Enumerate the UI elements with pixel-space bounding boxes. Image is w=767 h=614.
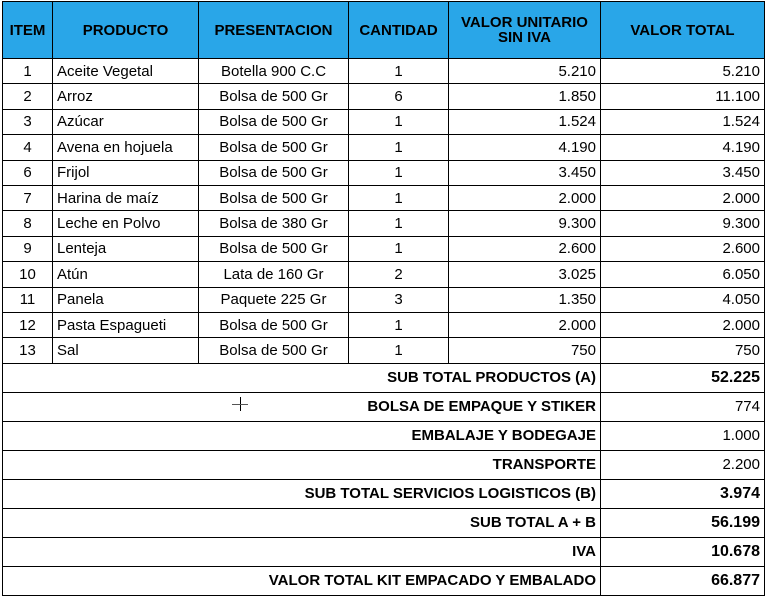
unit-price-cell: 750: [449, 338, 601, 363]
unit-price-cell: 1.850: [449, 84, 601, 109]
quantity-cell: 1: [349, 135, 449, 160]
total-price-cell: 1.524: [601, 109, 765, 134]
unit-price-cell: 2.000: [449, 312, 601, 337]
totals-row: [3, 508, 765, 537]
presentation-cell: Bolsa de 500 Gr: [199, 109, 349, 134]
product-cell: Panela: [53, 287, 199, 312]
unit-price-cell: 1.350: [449, 287, 601, 312]
item-number-cell: 4: [3, 135, 53, 160]
totals-row: [3, 421, 765, 450]
total-price-cell: 6.050: [601, 262, 765, 287]
totals-row: [3, 566, 765, 595]
totals-row: [3, 450, 765, 479]
product-cell: Leche en Polvo: [53, 211, 199, 236]
table-row: [3, 312, 765, 337]
totals-label: VALOR TOTAL KIT EMPACADO Y EMBALADO: [3, 566, 601, 595]
presentation-cell: Bolsa de 500 Gr: [199, 185, 349, 210]
product-cell: Sal: [53, 338, 199, 363]
item-number-cell: 6: [3, 160, 53, 185]
quantity-cell: 1: [349, 185, 449, 210]
item-number-cell: 8: [3, 211, 53, 236]
item-number-cell: 9: [3, 236, 53, 261]
total-price-cell: 5.210: [601, 59, 765, 84]
quantity-cell: 2: [349, 262, 449, 287]
items-body: [3, 59, 765, 364]
total-price-cell: 4.190: [601, 135, 765, 160]
quantity-cell: 1: [349, 338, 449, 363]
totals-value: 774: [601, 392, 765, 421]
presentation-cell: Botella 900 C.C: [199, 59, 349, 84]
product-cell: Harina de maíz: [53, 185, 199, 210]
unit-price-cell: 3.025: [449, 262, 601, 287]
totals-row: [3, 392, 765, 421]
total-price-cell: 750: [601, 338, 765, 363]
quantity-cell: 3: [349, 287, 449, 312]
quantity-cell: 1: [349, 160, 449, 185]
presentation-cell: Paquete 225 Gr: [199, 287, 349, 312]
header-producto: PRODUCTO: [53, 2, 199, 59]
price-table: [2, 1, 765, 596]
presentation-cell: Bolsa de 500 Gr: [199, 135, 349, 160]
table-row: [3, 135, 765, 160]
totals-label: SUB TOTAL PRODUCTOS (A): [3, 363, 601, 392]
totals-label: BOLSA DE EMPAQUE Y STIKER: [3, 392, 601, 421]
table-row: [3, 84, 765, 109]
product-cell: Azúcar: [53, 109, 199, 134]
table-row: [3, 109, 765, 134]
total-price-cell: 9.300: [601, 211, 765, 236]
total-price-cell: 3.450: [601, 160, 765, 185]
presentation-cell: Bolsa de 500 Gr: [199, 236, 349, 261]
totals-row: [3, 479, 765, 508]
header-presentacion: PRESENTACION: [199, 2, 349, 59]
totals-body: [3, 363, 765, 595]
totals-value: 66.877: [601, 566, 765, 595]
presentation-cell: Bolsa de 500 Gr: [199, 312, 349, 337]
table-row: [3, 262, 765, 287]
total-price-cell: 2.000: [601, 185, 765, 210]
quantity-cell: 1: [349, 109, 449, 134]
table-row: [3, 160, 765, 185]
header-row: [3, 2, 765, 59]
quantity-cell: 1: [349, 236, 449, 261]
totals-value: 2.200: [601, 450, 765, 479]
product-cell: Pasta Espagueti: [53, 312, 199, 337]
quantity-cell: 1: [349, 211, 449, 236]
unit-price-cell: 4.190: [449, 135, 601, 160]
unit-price-cell: 3.450: [449, 160, 601, 185]
total-price-cell: 2.600: [601, 236, 765, 261]
table-row: [3, 287, 765, 312]
product-cell: Atún: [53, 262, 199, 287]
total-price-cell: 11.100: [601, 84, 765, 109]
unit-price-cell: 2.600: [449, 236, 601, 261]
totals-value: 56.199: [601, 508, 765, 537]
totals-label: SUB TOTAL A + B: [3, 508, 601, 537]
presentation-cell: Bolsa de 500 Gr: [199, 160, 349, 185]
total-price-cell: 2.000: [601, 312, 765, 337]
presentation-cell: Bolsa de 380 Gr: [199, 211, 349, 236]
totals-value: 52.225: [601, 363, 765, 392]
table-row: [3, 59, 765, 84]
item-number-cell: 11: [3, 287, 53, 312]
product-cell: Arroz: [53, 84, 199, 109]
totals-row: [3, 537, 765, 566]
product-cell: Avena en hojuela: [53, 135, 199, 160]
totals-value: 10.678: [601, 537, 765, 566]
unit-price-cell: 1.524: [449, 109, 601, 134]
header-cantidad: CANTIDAD: [349, 2, 449, 59]
quantity-cell: 1: [349, 59, 449, 84]
header-item: ITEM: [3, 2, 53, 59]
header-valor-total: VALOR TOTAL: [601, 2, 765, 59]
unit-price-cell: 9.300: [449, 211, 601, 236]
totals-label: TRANSPORTE: [3, 450, 601, 479]
table-row: [3, 211, 765, 236]
presentation-cell: Bolsa de 500 Gr: [199, 84, 349, 109]
total-price-cell: 4.050: [601, 287, 765, 312]
presentation-cell: Bolsa de 500 Gr: [199, 338, 349, 363]
product-cell: Aceite Vegetal: [53, 59, 199, 84]
item-number-cell: 13: [3, 338, 53, 363]
totals-value: 3.974: [601, 479, 765, 508]
totals-row: [3, 363, 765, 392]
unit-price-cell: 5.210: [449, 59, 601, 84]
product-cell: Frijol: [53, 160, 199, 185]
presentation-cell: Lata de 160 Gr: [199, 262, 349, 287]
cursor-underline: [232, 404, 248, 405]
item-number-cell: 3: [3, 109, 53, 134]
product-cell: Lenteja: [53, 236, 199, 261]
item-number-cell: 10: [3, 262, 53, 287]
item-number-cell: 7: [3, 185, 53, 210]
unit-price-cell: 2.000: [449, 185, 601, 210]
item-number-cell: 12: [3, 312, 53, 337]
totals-label: EMBALAJE Y BODEGAJE: [3, 421, 601, 450]
item-number-cell: 2: [3, 84, 53, 109]
header-valor-unitario: VALOR UNITARIO SIN IVA: [449, 2, 601, 59]
table-row: [3, 236, 765, 261]
quantity-cell: 1: [349, 312, 449, 337]
table-row: [3, 185, 765, 210]
item-number-cell: 1: [3, 59, 53, 84]
totals-label: IVA: [3, 537, 601, 566]
quantity-cell: 6: [349, 84, 449, 109]
table-row: [3, 338, 765, 363]
totals-label: SUB TOTAL SERVICIOS LOGISTICOS (B): [3, 479, 601, 508]
totals-value: 1.000: [601, 421, 765, 450]
